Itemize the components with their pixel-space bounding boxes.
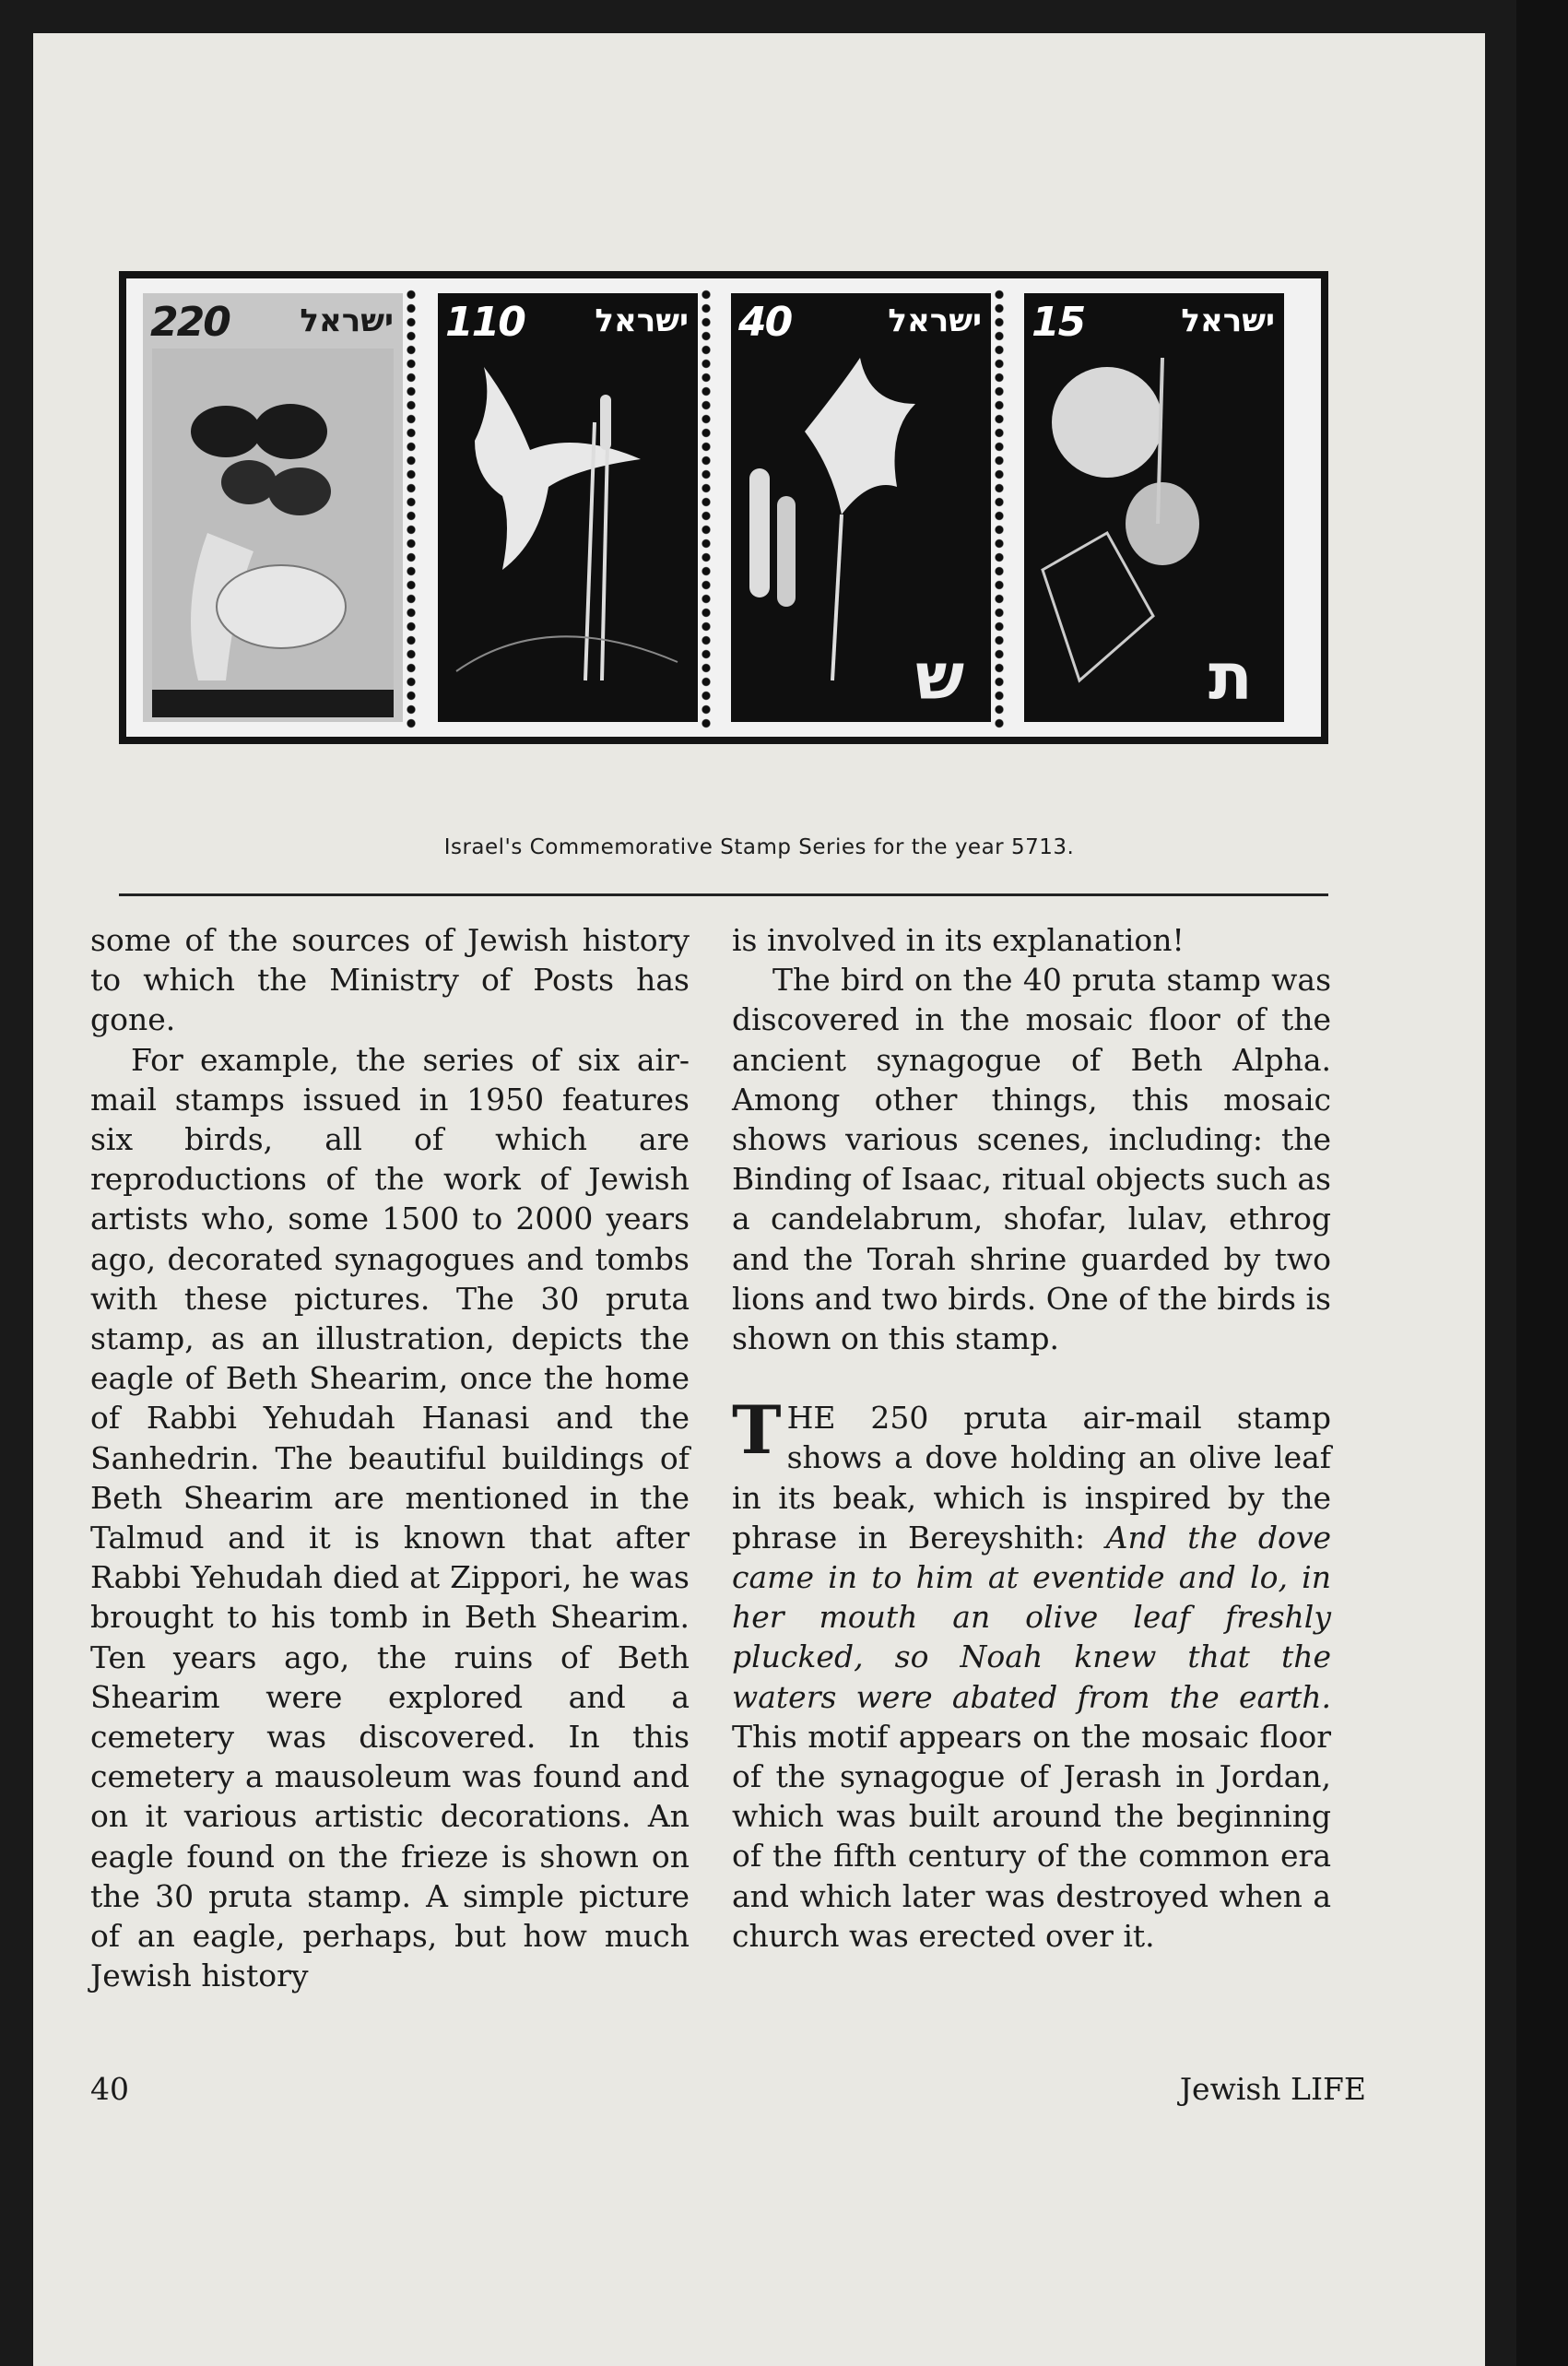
scripture-quote: And the dove came in to him at eventide and lo, in her mouth an olive leaf freshly plucked, so Noah knew that the waters were abated from the earth. [732,1519,1331,1715]
paragraph: The bird on the 40 pruta stamp was discovered in the mosaic floor of the ancient synagogue of Beth Alpha. Among other things, this mosaic shows various scenes, including: the Binding of Isaac, ritual objects such as a candelabrum, shofar, lulav, ethrog and the Torah shrine guarded by two lions and two birds. One of the birds is shown on this stamp. [732,962,1331,1357]
stamp-40 [731,293,991,722]
perforation [700,288,713,730]
paragraph: For example, the series of six air-mail stamps issued in 1950 features six birds, all of which are reproductions of the work of Jewish artists who, some 1500 to 2000 years ago, decorated synagogues and tombs with these pictures. The 30 pruta stamp, as an illustration, depicts the eagle of Beth Shearim, once the home of Rabbi Yehudah Hanasi and the Sanhedrin. The beautiful buildings of Beth Shearim are mentioned in the Talmud and it is known that after Rabbi Yehudah died at Zippori, he was brought to his tomb in Beth Shearim. Ten years ago, the ruins of Beth Shearim were explored and a cemetery was discovered. In this cemetery a mausoleum was found and on it various artistic decorations. An eagle found on the frieze is shown on the 30 pruta stamp. A simple picture of an eagle, perhaps, but how much Jewish history [90,1041,690,1994]
page-number: 40 [90,2071,129,2107]
paragraph: some of the sources of Jewish history to which the Ministry of Posts has gone. [90,922,690,1038]
stamp-110 [438,293,698,722]
paragraph-with-dropcap [732,1390,1331,1956]
dove-reeds-illustration [438,293,698,722]
svg-text:ת: ת [1208,639,1253,715]
stamp-value: 15 [1032,299,1085,346]
perforation [993,288,1006,730]
stamp-value: 40 [738,299,792,346]
stamp-value: 110 [445,299,525,346]
paragraph: is involved in its explanation! [732,922,1185,958]
magazine-page [33,33,1485,2366]
stamp-country: ישראל [595,302,689,339]
stamp-strip-image [119,271,1328,744]
publication-title: Jewish LIFE [1179,2071,1366,2107]
right-column [732,920,1331,1956]
figure-caption: Israel's Commemorative Stamp Series for the year 5713. [443,835,1075,859]
stamp-country: ישראל [888,302,982,339]
divider-rule [119,893,1328,896]
stamp-15 [1024,293,1284,722]
stamp-value: 220 [150,299,230,346]
paragraph-text: This motif appears on the mosaic floor of the synagogue of Jerash in Jordan, which was built around the beginning of the fifth century of the common era and which later was destroyed when a church was erected over it. [732,1718,1331,1954]
butterfly-leaf-illustration [143,293,403,722]
lily-illustration [731,293,991,722]
left-column [90,920,690,1995]
perforation [405,288,418,730]
svg-text:ש: ש [915,639,965,715]
scan-background-edge [1516,0,1568,2366]
stamp-country: ישראל [1181,302,1275,339]
stamp-220 [143,293,403,722]
fig-illustration [1024,293,1284,722]
drop-cap: T [732,1390,782,1470]
paragraph-text: HE 250 pruta air-mail stamp shows a dove holding an olive leaf in its beak, which is inspired by the phrase in Bereyshith: [732,1400,1331,1556]
stamp-country: ישראל [300,302,394,339]
